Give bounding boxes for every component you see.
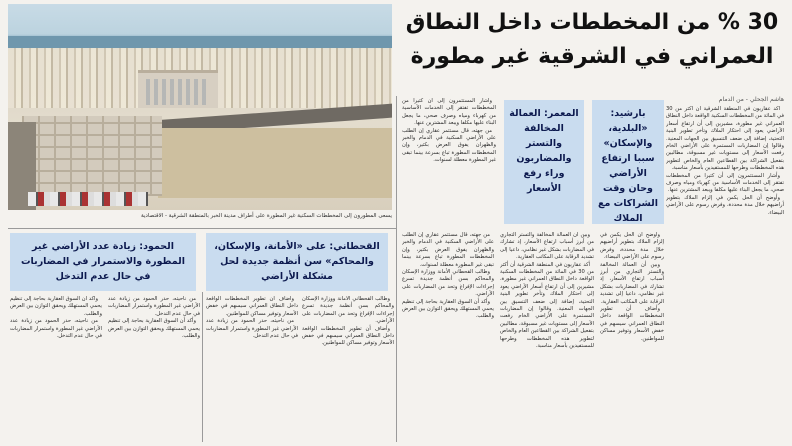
body-paragraph: وأوضح أن الحل يكمن في إلزام الملاك بتطوير أراضيهم خلال مدة محددة، وفرض رسوم على الأراضي البيضاء. bbox=[666, 194, 784, 216]
body-paragraph: أكد عقاريون في المنطقة الشرقية أن أكثر من 30 في المائة من المخططات السكنية الواقعة داخل النطاق العمراني غير مطورة، مشيرين إلى أن ارتفاع أسعار الأراضي يعود إلى احتكار الملاك وتأخر تطوير البنية التحتية، إضافة إلى ضعف التنسيق بين الجهات المعنية. وقالوا إن المضاربات المستمرة على الأراضي الخام رفعت الأسعار إلى مستويات غير مسبوقة، مطالبين بتفعيل الشراكة بين القطاعين العام والخاص لتطوير هذه المخططات وطرحها للمستفيدين بأسعار مناسبة. bbox=[666, 106, 784, 172]
body-paragraph: وأكد أن السوق العقارية بحاجة إلى تنظيم يحمي المستهلك ويحقق التوازن بين العرض والطلب. bbox=[108, 318, 200, 340]
body-column-6 bbox=[302, 296, 394, 442]
pull-quote-barshid: بارشيد: «البلدية، والإسكان» سببا ارتفاع الأراضي وحان وقت الشراكات مع الملاك bbox=[592, 100, 664, 224]
body-column-4 bbox=[500, 232, 594, 442]
body-paragraph: من جهته، قال مستثمر عقاري إن الطلب على الأراضي السكنية في الدمام والخبر والظهران يفوق العرض بكثير، وإن المخططات المطورة تباع بسرعة بينما تبقى غير المطورة معطلة لسنوات. bbox=[402, 232, 494, 268]
body-paragraph: وطالب القحطاني الأمانة ووزارة الإسكان والمحاكم بسن أنظمة جديدة تسرع إجراءات الإفراغ وتحد من المضاربات على الأراضي. bbox=[402, 269, 494, 298]
body-paragraph: من ناحيته، حذر الحمود من زيادة عدد الأراضي غير المطورة واستمرار المضاربات في حال عدم التدخل. bbox=[206, 318, 298, 340]
body-paragraph: أكد عقاريون في المنطقة الشرقية أن أكثر من 30 في المائة من المخططات السكنية الواقعة داخل النطاق العمراني غير مطورة، مشيرين إلى أن ارتفاع أسعار الأراضي يعود إلى احتكار الملاك وتأخر تطوير البنية التحتية، إضافة إلى ضعف التنسيق بين الجهات المعنية. وقالوا إن المضاربات المستمرة على الأراضي الخام رفعت الأسعار إلى مستويات غير مسبوقة، مطالبين بتفعيل الشراكة بين القطاعين العام والخاص لتطوير هذه المخططات وطرحها للمستفيدين بأسعار مناسبة. bbox=[500, 261, 594, 350]
body-paragraph: وأضاف أن تطوير المخططات الواقعة داخل النطاق العمراني سيسهم في خفض الأسعار وتوفير مساكن للمواطنين. bbox=[600, 306, 664, 342]
pull-quote-alqahtani: القحطاني: على «الأمانة، والإسكان، والمحاكم» سن أنظمة جديدة لحل مشكلة الأراضي bbox=[206, 233, 388, 291]
photo-caption: يسعى المطورون إلى المخططات السكنية غير المطورة على أطراف مدينة الخبر بالمنطقة الشرقية - الاقتصادية bbox=[140, 213, 392, 219]
pull-quote-almuammar: المعمر: العمالة المخالفة والتستر والمضاربون وراء رفع الأسعار bbox=[504, 100, 584, 224]
body-paragraph: وبين أن العمالة المخالفة والتستر التجاري من أبرز أسباب ارتفاع الأسعار، إذ تشارك في المضاربات بشكل غير نظامي، داعيا إلى تشديد الرقابة على المكاتب العقارية. bbox=[600, 261, 664, 305]
headline-line-2: العمراني في الشرقية غير مطورة bbox=[410, 44, 774, 69]
body-paragraph: من ناحيته، حذر الحمود من زيادة عدد الأراضي غير المطورة واستمرار المضاربات في حال عدم التدخل. bbox=[108, 296, 200, 317]
photo-parked-cars bbox=[28, 192, 148, 206]
body-paragraph: وأشار المستثمرون إلى أن كثيرا من المخططات تفتقر إلى الخدمات الأساسية من كهرباء ومياه وصرف صحي، ما يجعل البناء عليها مكلفا ويبعد المشترين عنها. bbox=[666, 172, 784, 194]
body-column-7 bbox=[206, 296, 298, 442]
body-column-8 bbox=[108, 296, 200, 442]
body-paragraph: من جهته، قال مستثمر عقاري إن الطلب على الأراضي السكنية في الدمام والخبر والظهران يفوق العرض بكثير، وإن المخططات المطورة تباع بسرعة بينما تبقى غير المطورة معطلة لسنوات. bbox=[402, 127, 496, 164]
body-paragraph: وطالب القحطاني الأمانة ووزارة الإسكان والمحاكم بسن أنظمة جديدة تسرع إجراءات الإفراغ وتحد من المضاربات على الأراضي. bbox=[302, 296, 394, 325]
body-paragraph: وأكد أن السوق العقارية بحاجة إلى تنظيم يحمي المستهلك ويحقق التوازن بين العرض والطلب. bbox=[10, 296, 102, 317]
byline: هاشم الجحلي - من الدمام bbox=[718, 96, 784, 103]
body-column-5 bbox=[402, 232, 494, 442]
body-paragraph: وأكد أن السوق العقارية بحاجة إلى تنظيم يحمي المستهلك ويحقق التوازن بين العرض والطلب. bbox=[402, 298, 494, 320]
body-paragraph: وأوضح أن الحل يكمن في إلزام الملاك بتطوير أراضيهم خلال مدة محددة، وفرض رسوم على الأراضي البيضاء. bbox=[600, 232, 664, 261]
article-photo bbox=[8, 4, 392, 210]
photo-building bbox=[138, 70, 218, 108]
headline-line-1: 30 % من المخططات داخل النطاق bbox=[405, 10, 779, 35]
body-column-3 bbox=[600, 232, 664, 442]
body-paragraph: من ناحيته، حذر الحمود من زيادة عدد الأراضي غير المطورة واستمرار المضاربات في حال عدم التدخل. bbox=[10, 318, 102, 340]
article-headline bbox=[398, 6, 786, 74]
column-rule bbox=[202, 292, 203, 442]
photo-vacant-lot bbox=[158, 128, 392, 198]
section-rule bbox=[8, 228, 396, 229]
body-paragraph: وأشار المستثمرون إلى أن كثيرا من المخططات تفتقر إلى الخدمات الأساسية من كهرباء ومياه وصرف صحي، ما يجعل البناء عليها مكلفا ويبعد المشترين عنها. bbox=[402, 98, 496, 127]
column-rule bbox=[396, 96, 397, 442]
body-paragraph: وأضاف أن تطوير المخططات الواقعة داخل النطاق العمراني سيسهم في خفض الأسعار وتوفير مساكن للمواطنين. bbox=[302, 325, 394, 347]
body-column-1 bbox=[666, 106, 784, 442]
pull-quote-alhamoud: الحمود: زيادة عدد الأراضي غير المطورة والاستمرار في المضاربات في حال عدم التدخل bbox=[10, 233, 196, 291]
body-column-2 bbox=[402, 98, 496, 228]
photo-building-left bbox=[22, 116, 162, 196]
body-column-9 bbox=[10, 296, 102, 442]
body-paragraph: وبين أن العمالة المخالفة والتستر التجاري من أبرز أسباب ارتفاع الأسعار، إذ تشارك في المضاربات بشكل غير نظامي، داعيا إلى تشديد الرقابة على المكاتب العقارية. bbox=[500, 232, 594, 261]
photo-sea bbox=[8, 36, 392, 48]
body-paragraph: وأضاف أن تطوير المخططات الواقعة داخل النطاق العمراني سيسهم في خفض الأسعار وتوفير مساكن للمواطنين. bbox=[206, 296, 298, 317]
